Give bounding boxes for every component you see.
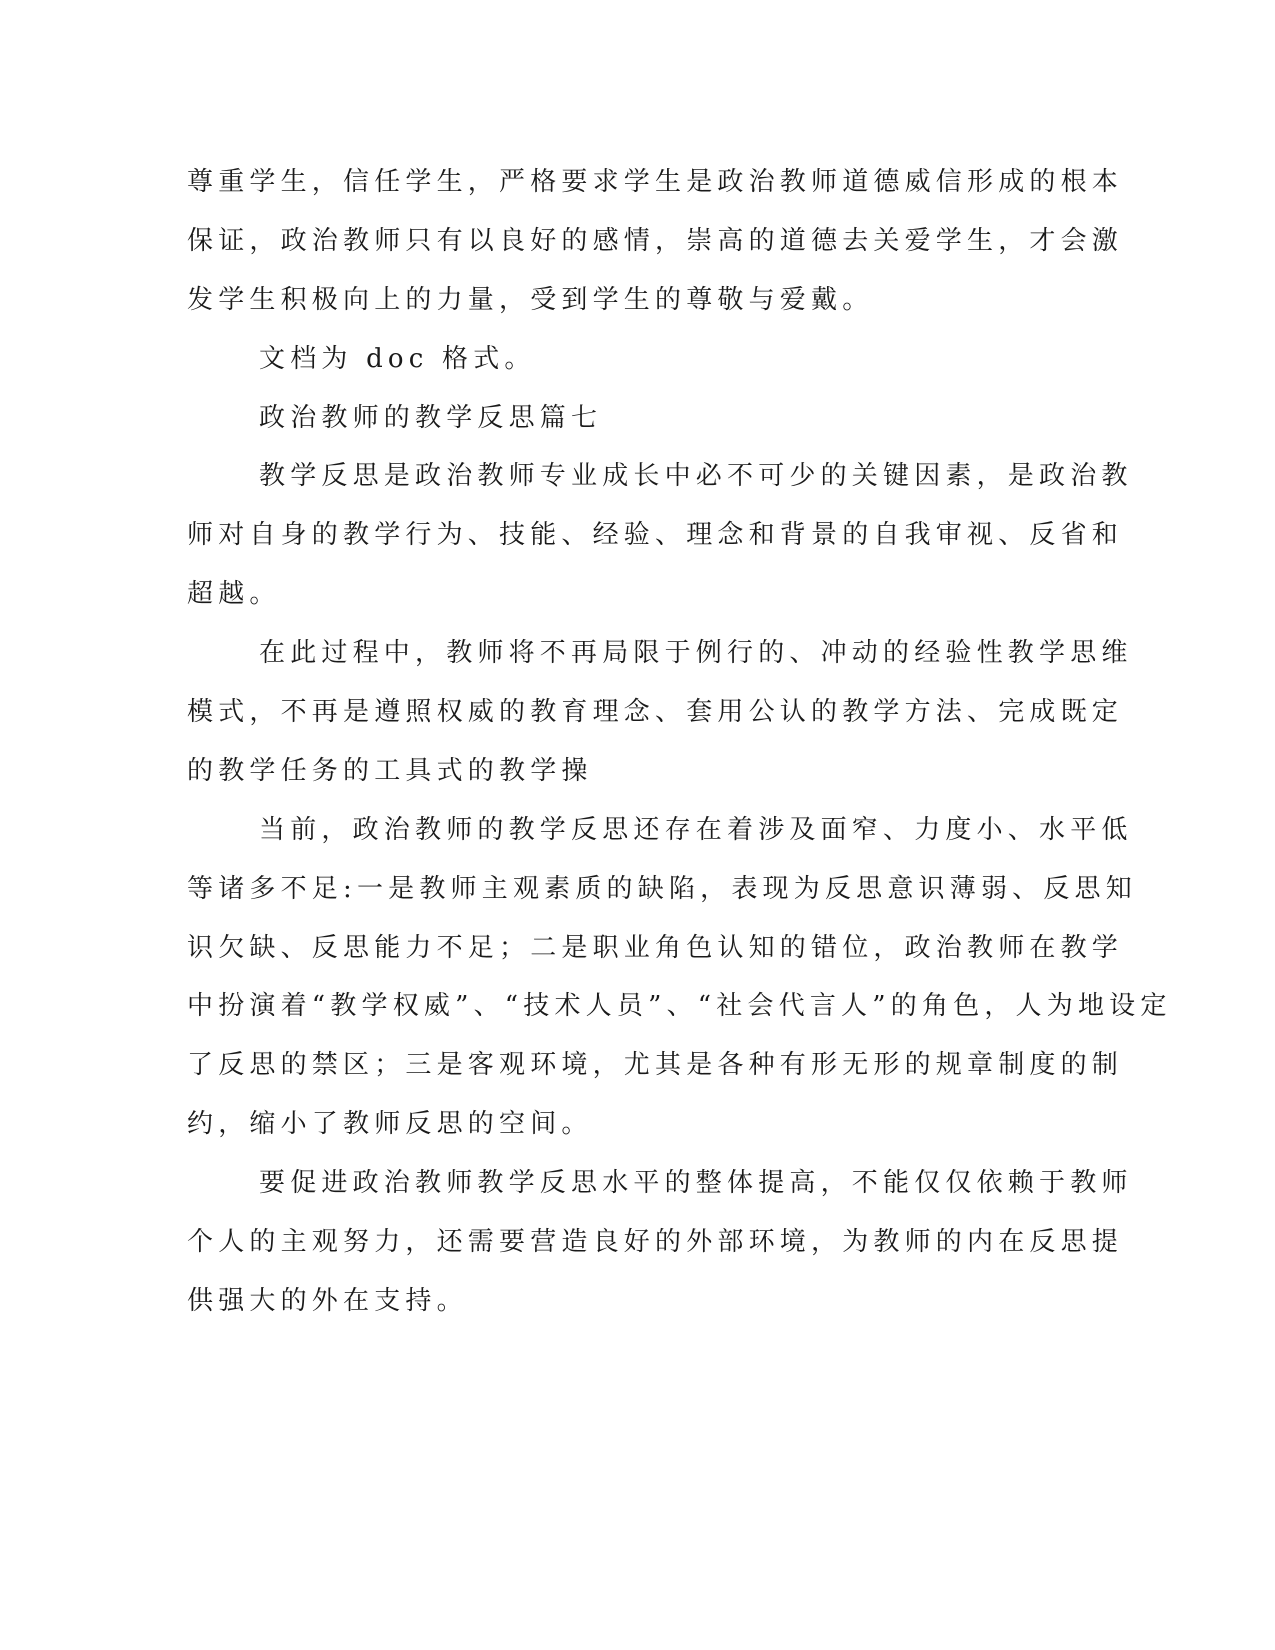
paragraph-line: 约，缩小了教师反思的空间。	[187, 1109, 593, 1140]
paragraph-line: 超越。	[187, 579, 281, 610]
paragraph-line: 当前，政治教师的教学反思还存在着涉及面窄、力度小、水平低	[259, 814, 1133, 845]
paragraph-line: 模式，不再是遵照权威的教育理念、套用公认的教学方法、完成既定	[187, 697, 1124, 728]
paragraph-line: 师对自身的教学行为、技能、经验、理念和背景的自我审视、反省和	[187, 520, 1124, 551]
paragraph-line: 识欠缺、反思能力不足；二是职业角色认知的错位，政治教师在教学	[187, 932, 1124, 963]
format-note: 文档为 doc 格式。	[259, 343, 536, 374]
paragraph-line: 个人的主观努力，还需要营造良好的外部环境，为教师的内在反思提	[187, 1227, 1124, 1258]
paragraph-line: 教学反思是政治教师专业成长中必不可少的关键因素，是政治教	[259, 461, 1133, 492]
section-heading: 政治教师的教学反思篇七	[259, 402, 603, 433]
paragraph-line: 尊重学生，信任学生，严格要求学生是政治教师道德威信形成的根本	[187, 167, 1124, 197]
document-body	[187, 153, 1172, 1331]
paragraph-line: 等诸多不足:一是教师主观素质的缺陷，表现为反思意识薄弱、反思知	[187, 873, 1137, 904]
paragraph-line: 了反思的禁区；三是客观环境，尤其是各种有形无形的规章制度的制	[187, 1050, 1124, 1081]
paragraph-line: 发学生积极向上的力量，受到学生的尊敬与爱戴。	[187, 284, 874, 315]
paragraph-line: 要促进政治教师教学反思水平的整体提高，不能仅仅依赖于教师	[259, 1168, 1133, 1199]
paragraph-line: 保证，政治教师只有以良好的感情，崇高的道德去关爱学生，才会激	[187, 225, 1124, 256]
paragraph-line: 在此过程中，教师将不再局限于例行的、冲动的经验性教学思维	[259, 638, 1133, 669]
paragraph-line: 的教学任务的工具式的教学操	[187, 755, 593, 786]
paragraph-line: 中扮演着“教学权威”、“技术人员”、“社会代言人”的角色，人为地设定	[187, 991, 1172, 1022]
paragraph-line: 供强大的外在支持。	[187, 1285, 468, 1316]
